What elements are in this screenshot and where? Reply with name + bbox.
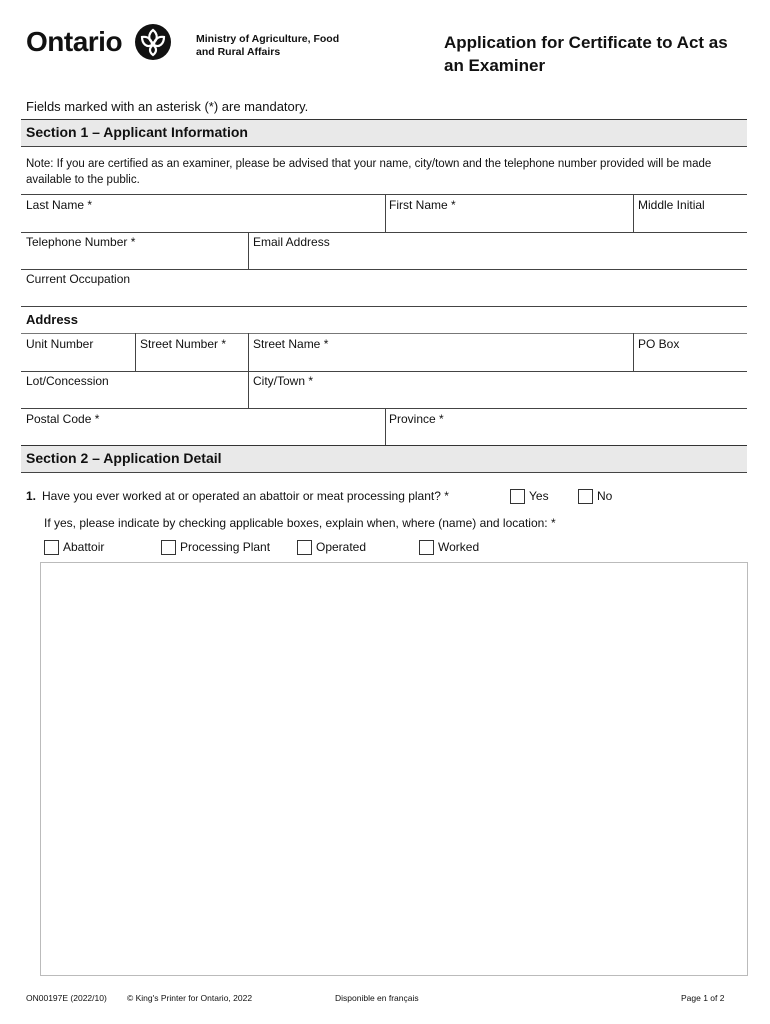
- postal-code-field[interactable]: Postal Code *: [26, 412, 100, 426]
- explanation-textarea[interactable]: [40, 562, 748, 976]
- ministry-name: [196, 33, 376, 59]
- no-label: No: [597, 489, 613, 503]
- abattoir-label: Abattoir: [63, 540, 105, 554]
- province-field[interactable]: Province *: [389, 412, 444, 426]
- divider: [248, 333, 249, 371]
- middle-initial-field[interactable]: Middle Initial: [638, 198, 705, 212]
- divider: [21, 269, 747, 270]
- last-name-field[interactable]: Last Name *: [26, 198, 93, 212]
- question-1-number: 1.: [26, 489, 37, 503]
- ministry-line-2: and Rural Affairs: [196, 46, 281, 58]
- section-1-title: Section 1 – Applicant Information: [26, 124, 248, 140]
- telephone-field[interactable]: Telephone Number *: [26, 235, 136, 249]
- no-checkbox[interactable]: [578, 489, 593, 504]
- first-name-field[interactable]: First Name *: [389, 198, 456, 212]
- divider: [385, 408, 386, 445]
- divider: [21, 194, 747, 195]
- trillium-icon: [134, 23, 172, 61]
- copyright: © King's Printer for Ontario, 2022: [127, 993, 253, 1003]
- mandatory-note: Fields marked with an asterisk (*) are mandatory.: [26, 99, 309, 114]
- form-id: ON00197E (2022/10): [26, 993, 107, 1003]
- city-town-field[interactable]: City/Town *: [253, 374, 314, 388]
- title-line-2: an Examiner: [444, 56, 546, 75]
- operated-label: Operated: [316, 540, 367, 554]
- lot-concession-field[interactable]: Lot/Concession: [26, 374, 109, 388]
- divider: [21, 306, 747, 307]
- occupation-field[interactable]: Current Occupation: [26, 272, 131, 286]
- question-1: [26, 489, 449, 503]
- ontario-logo-text: Ontario: [26, 26, 123, 57]
- title-line-1: Application for Certificate to Act as: [444, 33, 728, 52]
- processing-plant-label: Processing Plant: [180, 540, 271, 554]
- french-availability: Disponible en français: [335, 993, 419, 1003]
- document-title: [444, 31, 754, 77]
- public-info-note: Note: If you are certified as an examiner, please be advised that your name, city/town and the telephone number provided will be made available to the public.: [26, 158, 712, 186]
- yes-checkbox[interactable]: [510, 489, 525, 504]
- worked-label: Worked: [438, 540, 480, 554]
- divider: [633, 333, 634, 371]
- worked-checkbox[interactable]: [419, 540, 434, 555]
- unit-number-field[interactable]: Unit Number: [26, 337, 94, 351]
- section-2-header: [21, 445, 747, 472]
- section-2-title: Section 2 – Application Detail: [26, 450, 222, 466]
- operated-checkbox[interactable]: [297, 540, 312, 555]
- divider: [21, 408, 747, 409]
- yes-label: Yes: [529, 489, 549, 503]
- divider: [248, 371, 249, 408]
- divider: [21, 232, 747, 233]
- section-1-header: [21, 119, 747, 146]
- divider: [248, 232, 249, 269]
- email-field[interactable]: Email Address: [253, 235, 330, 249]
- divider: [633, 194, 634, 232]
- divider: [21, 371, 747, 372]
- explain-instructions: If yes, please indicate by checking applicable boxes, explain when, where (name) and location: *: [44, 516, 556, 530]
- address-heading: Address: [26, 312, 79, 327]
- street-number-field[interactable]: Street Number *: [140, 337, 227, 351]
- divider: [21, 146, 747, 147]
- divider: [385, 194, 386, 232]
- ministry-line-1: Ministry of Agriculture, Food: [196, 33, 340, 45]
- divider: [135, 333, 136, 371]
- processing-plant-checkbox[interactable]: [161, 540, 176, 555]
- street-name-field[interactable]: Street Name *: [253, 337, 329, 351]
- question-1-text: Have you ever worked at or operated an abattoir or meat processing plant? *: [42, 489, 449, 503]
- divider: [21, 333, 747, 334]
- divider: [21, 472, 747, 473]
- po-box-field[interactable]: PO Box: [638, 337, 680, 351]
- abattoir-checkbox[interactable]: [44, 540, 59, 555]
- page-number: Page 1 of 2: [681, 993, 725, 1003]
